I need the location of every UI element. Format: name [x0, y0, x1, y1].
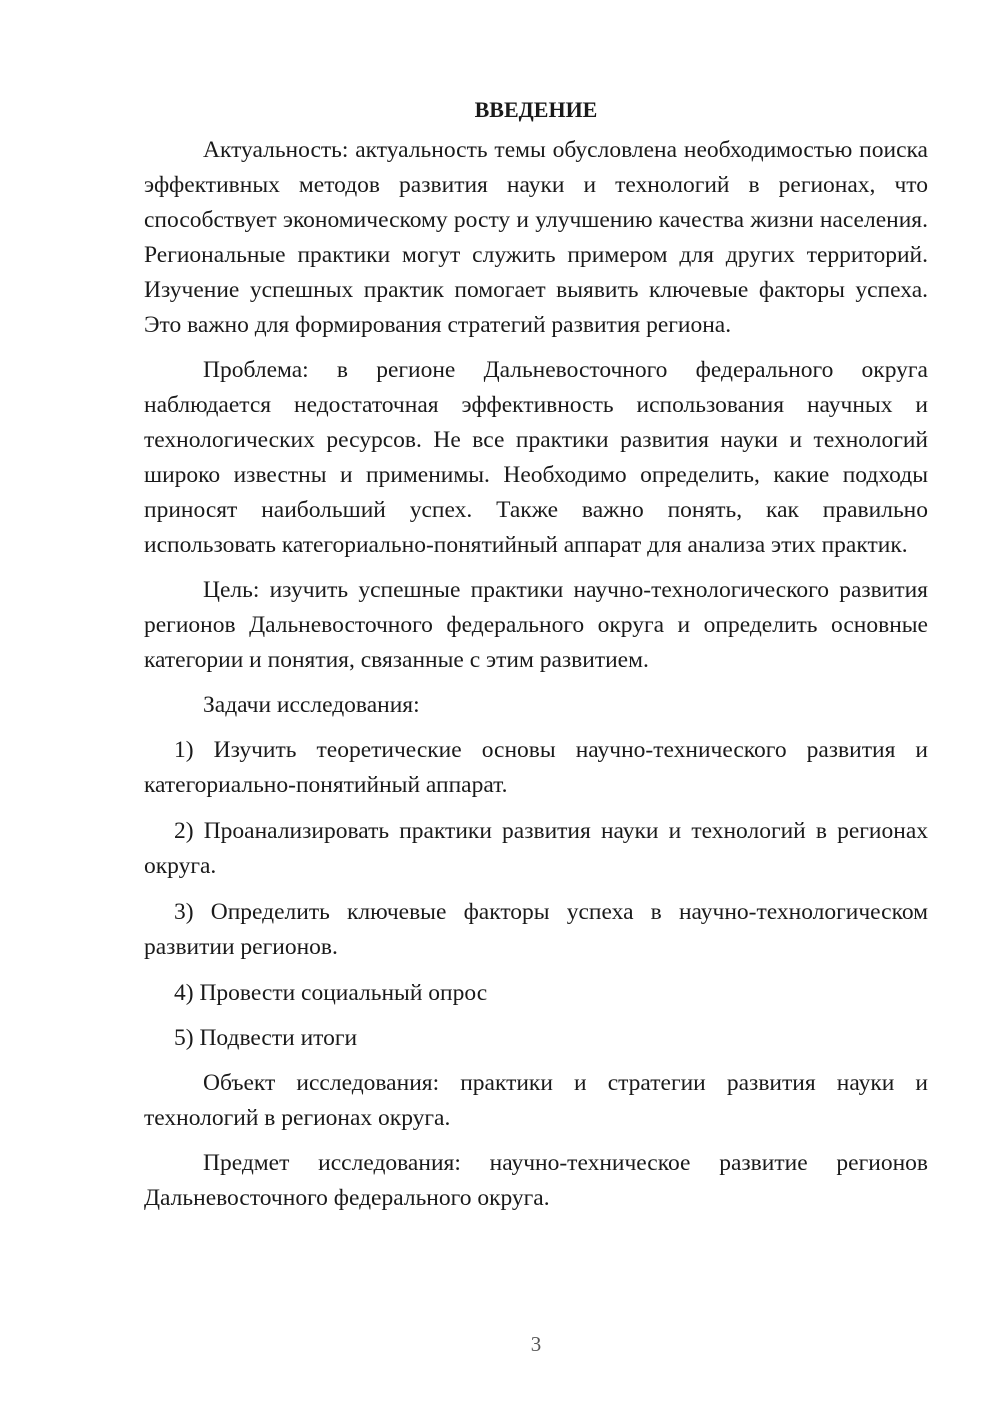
task-item: 4) Провести социальный опрос	[174, 980, 488, 1006]
task-item: 3) Определить ключевые факторы успеха в научно-технологическом развитии регионов.	[144, 899, 928, 960]
subject-paragraph: Предмет исследования: научно-техническое развитие регионов Дальневосточного федерального округа.	[144, 1150, 928, 1211]
document-page	[144, 92, 928, 1226]
problem-paragraph: Проблема: в регионе Дальневосточного федерального округа наблюдается недостаточная эффективность использования научных и технологических ресурсов. Не все практики развития науки и технологий широко известны и применимы. Необходимо определить, какие подходы приносят наибольший успех. Также важно понять, как правильно использовать категориально-понятийный аппарат для анализа этих практик.	[144, 357, 928, 558]
goal-paragraph: Цель: изучить успешные практики научно-технологического развития регионов Дальневосточного федерального округа и определить основные категории и понятия, связанные с этим развитием.	[144, 577, 928, 673]
relevance-paragraph: Актуальность: актуальность темы обусловлена необходимостью поиска эффективных методов развития науки и технологий в регионах, что способствует экономическому росту и улучшению качества жизни населения. Региональные практики могут служить примером для других территорий. Изучение успешных практик помогает выявить ключевые факторы успеха. Это важно для формирования стратегий развития региона.	[144, 137, 928, 338]
task-item: 5) Подвести итоги	[174, 1025, 358, 1051]
task-item: 2) Проанализировать практики развития науки и технологий в регионах округа.	[144, 818, 928, 879]
task-item: 1) Изучить теоретические основы научно-технического развития и категориально-понятийный аппарат.	[144, 737, 928, 798]
page-title: ВВЕДЕНИЕ	[474, 97, 598, 122]
tasks-heading: Задачи исследования:	[203, 692, 420, 718]
object-paragraph: Объект исследования: практики и стратегии развития науки и технологий в регионах округа.	[144, 1070, 928, 1131]
page-number: 3	[530, 1332, 542, 1356]
